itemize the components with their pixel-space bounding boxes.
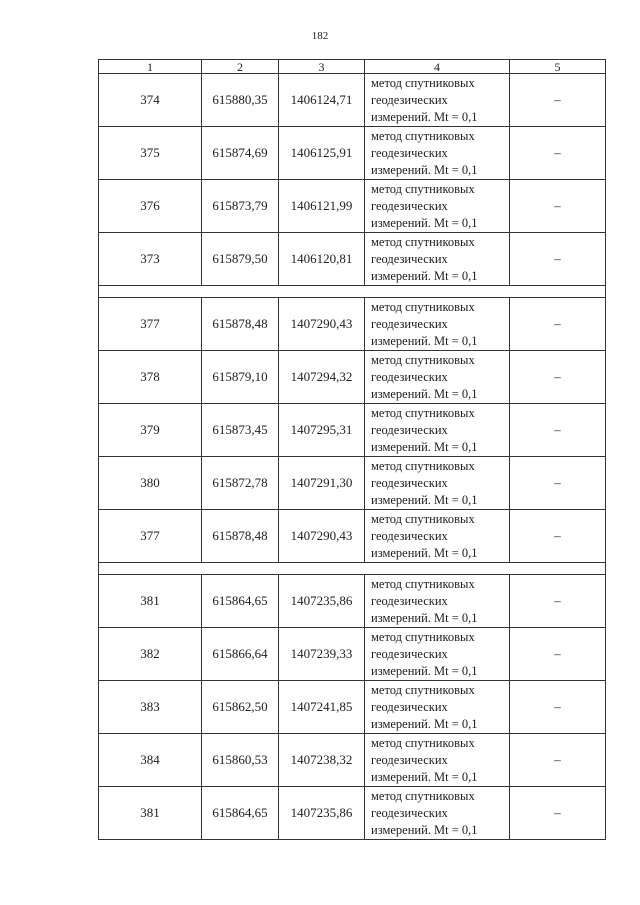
method-line: геодезических: [371, 145, 448, 160]
method-line: метод спутниковых: [371, 511, 475, 526]
method-cell: [365, 628, 510, 681]
method-line: геодезических: [371, 92, 448, 107]
method-line: метод спутниковых: [371, 682, 475, 697]
column-header-4: 4: [365, 60, 510, 74]
table-row: [99, 404, 606, 457]
method-cell: [365, 404, 510, 457]
method-line: измерений. Mt = 0,1: [371, 162, 478, 177]
coordinate-x: 615879,50: [202, 233, 279, 286]
group-separator-row: [99, 563, 606, 575]
method-line: измерений. Mt = 0,1: [371, 109, 478, 124]
method-line: геодезических: [371, 805, 448, 820]
table-row: [99, 233, 606, 286]
point-number: 376: [99, 180, 202, 233]
coordinate-y: 1407290,43: [279, 298, 365, 351]
method-line: метод спутниковых: [371, 128, 475, 143]
table-row: [99, 351, 606, 404]
method-line: геодезических: [371, 198, 448, 213]
coordinate-x: 615860,53: [202, 734, 279, 787]
method-line: геодезических: [371, 369, 448, 384]
coordinate-x: 615864,65: [202, 575, 279, 628]
coordinate-x: 615878,48: [202, 298, 279, 351]
method-line: метод спутниковых: [371, 75, 475, 90]
method-line: метод спутниковых: [371, 234, 475, 249]
coordinate-y: 1407295,31: [279, 404, 365, 457]
column-header-3: 3: [279, 60, 365, 74]
note-cell: –: [510, 628, 606, 681]
method-line: метод спутниковых: [371, 352, 475, 367]
method-cell: [365, 74, 510, 127]
method-cell: [365, 233, 510, 286]
coordinate-x: 615862,50: [202, 681, 279, 734]
method-line: геодезических: [371, 528, 448, 543]
header-row: [99, 60, 606, 74]
method-line: измерений. Mt = 0,1: [371, 610, 478, 625]
table-row: [99, 298, 606, 351]
coordinate-y: 1406121,99: [279, 180, 365, 233]
note-cell: –: [510, 351, 606, 404]
method-line: измерений. Mt = 0,1: [371, 716, 478, 731]
table-row: [99, 575, 606, 628]
separator-cell: [99, 563, 606, 575]
point-number: 381: [99, 575, 202, 628]
method-cell: [365, 575, 510, 628]
column-header-1: 1: [99, 60, 202, 74]
method-cell: [365, 510, 510, 563]
method-line: измерений. Mt = 0,1: [371, 822, 478, 837]
method-line: геодезических: [371, 752, 448, 767]
point-number: 381: [99, 787, 202, 840]
note-cell: –: [510, 74, 606, 127]
coordinate-y: 1407290,43: [279, 510, 365, 563]
method-cell: [365, 787, 510, 840]
coordinate-x: 615878,48: [202, 510, 279, 563]
coordinate-y: 1406124,71: [279, 74, 365, 127]
method-line: геодезических: [371, 593, 448, 608]
note-cell: –: [510, 457, 606, 510]
method-line: измерений. Mt = 0,1: [371, 492, 478, 507]
point-number: 377: [99, 510, 202, 563]
point-number: 378: [99, 351, 202, 404]
method-line: метод спутниковых: [371, 629, 475, 644]
note-cell: –: [510, 575, 606, 628]
method-line: метод спутниковых: [371, 735, 475, 750]
point-number: 382: [99, 628, 202, 681]
coordinate-y: 1407294,32: [279, 351, 365, 404]
table-row: [99, 787, 606, 840]
point-number: 377: [99, 298, 202, 351]
table-row: [99, 127, 606, 180]
method-line: геодезических: [371, 316, 448, 331]
coordinate-y: 1407239,33: [279, 628, 365, 681]
note-cell: –: [510, 510, 606, 563]
method-line: метод спутниковых: [371, 299, 475, 314]
method-line: измерений. Mt = 0,1: [371, 215, 478, 230]
method-line: измерений. Mt = 0,1: [371, 769, 478, 784]
coordinate-x: 615880,35: [202, 74, 279, 127]
coordinate-x: 615866,64: [202, 628, 279, 681]
coordinate-y: 1406120,81: [279, 233, 365, 286]
coordinate-x: 615873,45: [202, 404, 279, 457]
table-row: [99, 74, 606, 127]
point-number: 374: [99, 74, 202, 127]
coordinate-y: 1407235,86: [279, 575, 365, 628]
note-cell: –: [510, 734, 606, 787]
column-header-2: 2: [202, 60, 279, 74]
method-line: измерений. Mt = 0,1: [371, 439, 478, 454]
note-cell: –: [510, 298, 606, 351]
coordinate-x: 615873,79: [202, 180, 279, 233]
group-separator-row: [99, 286, 606, 298]
coordinate-y: 1407291,30: [279, 457, 365, 510]
method-line: метод спутниковых: [371, 458, 475, 473]
point-number: 383: [99, 681, 202, 734]
method-line: метод спутниковых: [371, 181, 475, 196]
note-cell: –: [510, 787, 606, 840]
method-line: геодезических: [371, 646, 448, 661]
coordinate-y: 1406125,91: [279, 127, 365, 180]
method-line: метод спутниковых: [371, 405, 475, 420]
column-header-5: 5: [510, 60, 606, 74]
table-body: [99, 74, 606, 840]
coordinate-x: 615864,65: [202, 787, 279, 840]
method-cell: [365, 127, 510, 180]
method-line: измерений. Mt = 0,1: [371, 545, 478, 560]
table-row: [99, 457, 606, 510]
table-row: [99, 681, 606, 734]
coordinate-y: 1407238,32: [279, 734, 365, 787]
method-cell: [365, 351, 510, 404]
point-number: 384: [99, 734, 202, 787]
method-line: метод спутниковых: [371, 788, 475, 803]
method-line: метод спутниковых: [371, 576, 475, 591]
method-line: измерений. Mt = 0,1: [371, 386, 478, 401]
method-line: измерений. Mt = 0,1: [371, 333, 478, 348]
coordinate-x: 615879,10: [202, 351, 279, 404]
coordinate-x: 615872,78: [202, 457, 279, 510]
point-number: 379: [99, 404, 202, 457]
method-line: геодезических: [371, 251, 448, 266]
method-line: геодезических: [371, 422, 448, 437]
method-cell: [365, 180, 510, 233]
coordinates-table: [98, 59, 606, 840]
coordinate-x: 615874,69: [202, 127, 279, 180]
separator-cell: [99, 286, 606, 298]
point-number: 373: [99, 233, 202, 286]
note-cell: –: [510, 233, 606, 286]
method-cell: [365, 457, 510, 510]
page-number: 182: [311, 30, 329, 42]
point-number: 380: [99, 457, 202, 510]
table-row: [99, 628, 606, 681]
method-line: геодезических: [371, 699, 448, 714]
method-line: измерений. Mt = 0,1: [371, 663, 478, 678]
method-cell: [365, 734, 510, 787]
table-row: [99, 734, 606, 787]
method-cell: [365, 298, 510, 351]
method-cell: [365, 681, 510, 734]
note-cell: –: [510, 681, 606, 734]
coordinate-y: 1407235,86: [279, 787, 365, 840]
point-number: 375: [99, 127, 202, 180]
method-line: измерений. Mt = 0,1: [371, 268, 478, 283]
note-cell: –: [510, 127, 606, 180]
note-cell: –: [510, 180, 606, 233]
note-cell: –: [510, 404, 606, 457]
table-row: [99, 180, 606, 233]
table-row: [99, 510, 606, 563]
method-line: геодезических: [371, 475, 448, 490]
coordinate-y: 1407241,85: [279, 681, 365, 734]
